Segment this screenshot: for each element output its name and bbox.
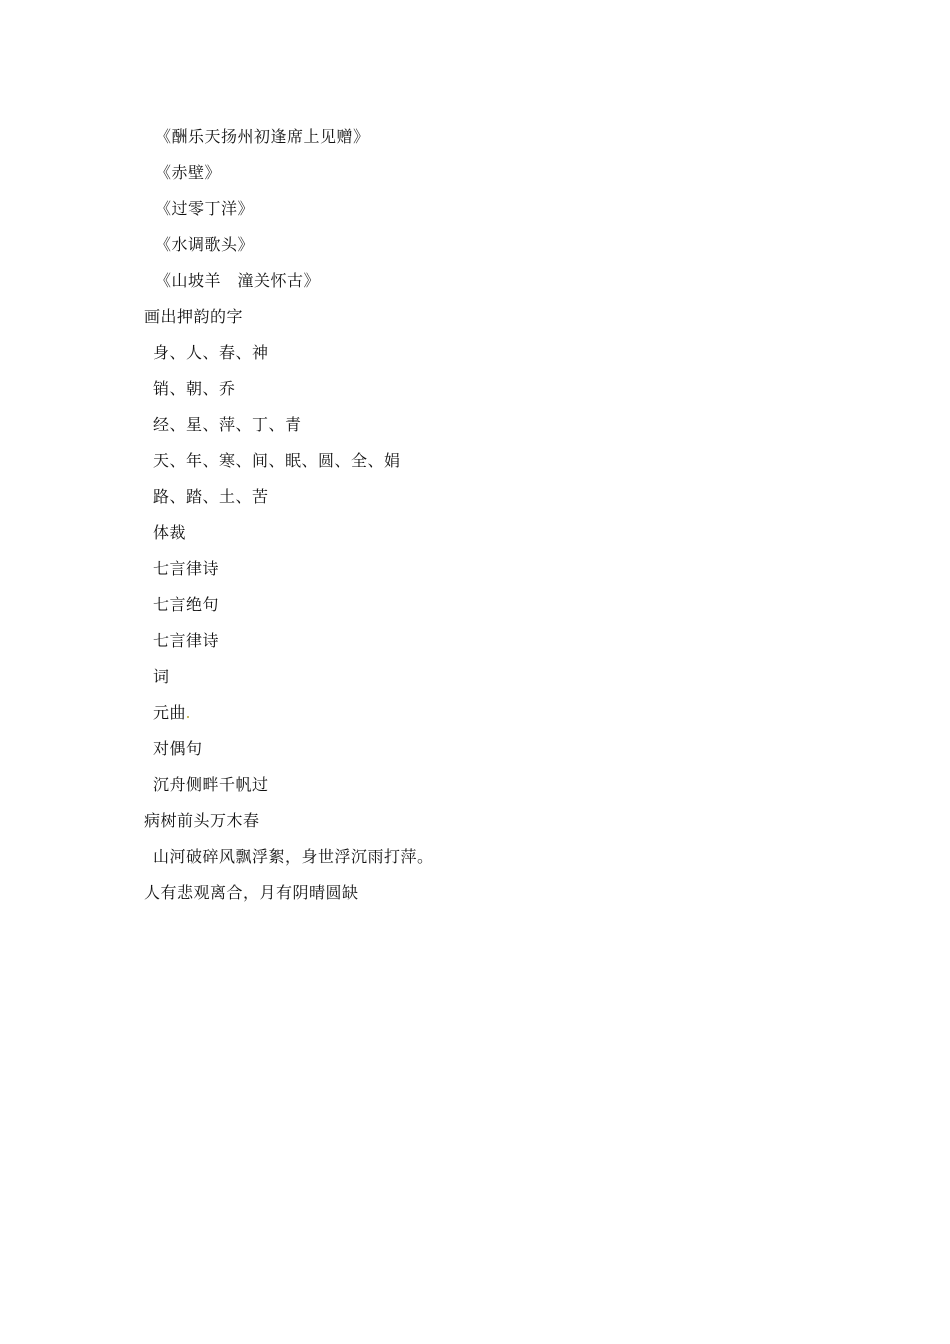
form-line-2: 七言绝句 <box>153 595 220 614</box>
poem-title-1: 《酬乐天扬州初逢席上见赠》 <box>155 127 370 146</box>
rhyme-line-2: 销、朝、乔 <box>153 379 236 398</box>
couplet-line-4: 人有悲观离合，月有阴晴圆缺 <box>144 883 359 902</box>
rhyme-line-4: 天、年、寒、间、眠、圆、全、娟 <box>153 451 401 470</box>
poem-title-5: 《山坡羊 潼关怀古》 <box>155 271 321 290</box>
stray-mark <box>187 716 189 718</box>
form-line-5: 元曲 <box>153 703 187 722</box>
couplet-line-1: 沉舟侧畔千帆过 <box>153 775 269 794</box>
poem-title-4: 《水调歌头》 <box>155 235 255 254</box>
form-line-1: 七言律诗 <box>153 559 220 578</box>
poem-title-3: 《过零丁洋》 <box>155 199 255 218</box>
couplet-line-2: 病树前头万木春 <box>144 811 260 830</box>
couplet-line-3: 山河破碎风飘浮絮，身世浮沉雨打萍。 <box>153 847 434 866</box>
rhyme-line-1: 身、人、春、神 <box>153 343 269 362</box>
rhyme-heading: 画出押韵的字 <box>144 307 244 326</box>
form-line-3: 七言律诗 <box>153 631 220 650</box>
form-heading: 体裁 <box>153 523 187 542</box>
form-line-5-row <box>153 703 189 723</box>
poem-title-2: 《赤壁》 <box>155 163 222 182</box>
rhyme-line-5: 路、踏、土、苦 <box>153 487 269 506</box>
form-line-4: 词 <box>153 667 170 686</box>
rhyme-line-3: 经、星、萍、丁、青 <box>153 415 302 434</box>
couplet-heading: 对偶句 <box>153 739 203 758</box>
